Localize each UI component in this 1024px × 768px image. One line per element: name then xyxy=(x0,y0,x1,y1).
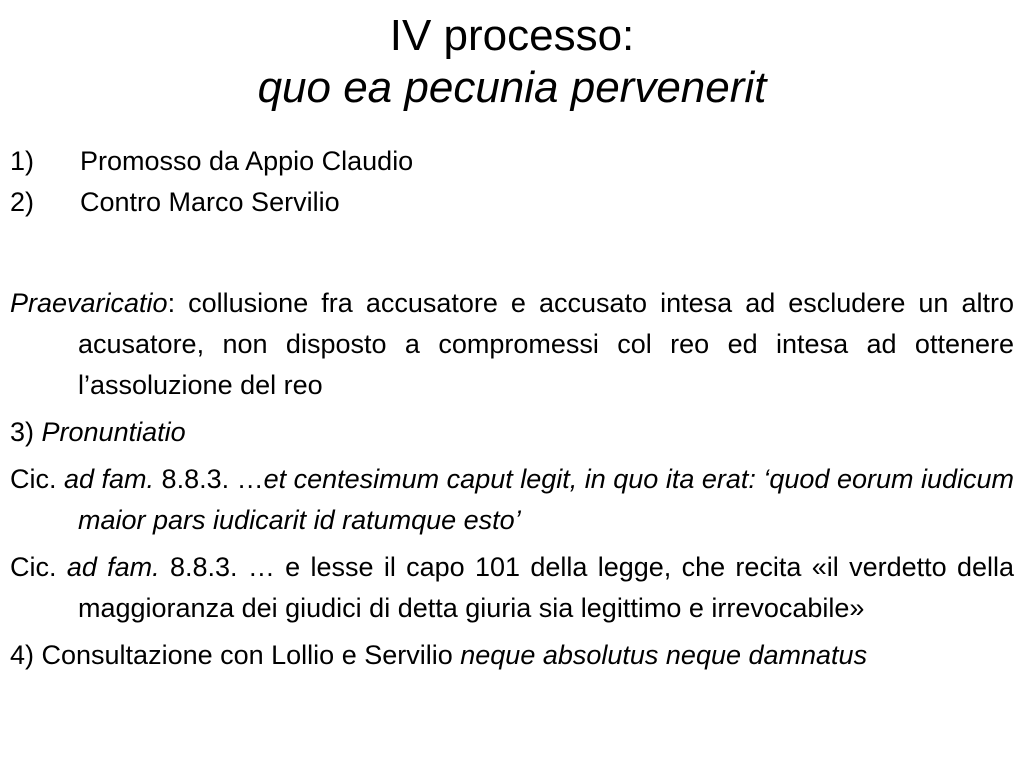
cicero-italian-paragraph xyxy=(10,547,1014,629)
slide-content xyxy=(10,141,1014,676)
cicero-italian-work: ad fam. xyxy=(66,552,160,582)
cicero-italian-prefix: Cic. xyxy=(10,552,67,582)
praevaricatio-colon: : xyxy=(167,288,176,318)
cicero-latin-quote: et centesimum caput legit, in quo ita erat: ‘quod eorum iudicum maior pars iudicarit id ratumque esto’ xyxy=(78,464,1015,535)
cicero-italian-text: 8.8.3. … e lesse il capo 101 della legge, che recita «il verdetto della maggioranza dei giudici di detta giuria sia legittimo e irrevocabile» xyxy=(78,552,1015,623)
consultazione-text: 4) Consultazione con Lollio e Servilio xyxy=(10,640,461,670)
cicero-latin-work: ad fam. xyxy=(64,464,155,494)
list-item-number: 2) xyxy=(10,187,35,217)
cicero-latin-ref: 8.8.3. … xyxy=(154,464,264,494)
praevaricatio-term: Praevaricatio xyxy=(10,288,168,318)
list-item-number: 1) xyxy=(10,146,35,176)
spacer xyxy=(10,223,1014,277)
pronuntiatio-paragraph xyxy=(10,412,1014,453)
list-item-text: Promosso da Appio Claudio xyxy=(80,146,414,176)
list-item xyxy=(10,182,1014,223)
title-line-1: IV processo: xyxy=(389,11,635,60)
consultazione-latin: neque absolutus neque damnatus xyxy=(460,640,868,670)
praevaricatio-text: collusione fra accusatore e accusato intesa ad escludere un altro acusatore, non disposto a compromessi col reo ed intesa ad ottenere l’assoluzione del reo xyxy=(78,288,1014,400)
list-item xyxy=(10,141,1014,182)
slide-title xyxy=(0,10,1024,114)
pronuntiatio-term: Pronuntiatio xyxy=(41,417,186,447)
cicero-latin-paragraph xyxy=(10,459,1014,541)
cicero-latin-prefix: Cic. xyxy=(10,464,64,494)
consultazione-paragraph xyxy=(10,635,1014,676)
praevaricatio-paragraph xyxy=(10,283,1014,406)
list-item-text: Contro Marco Servilio xyxy=(80,187,340,217)
pronuntiatio-number: 3) xyxy=(10,417,42,447)
title-line-2: quo ea pecunia pervenerit xyxy=(257,63,767,112)
